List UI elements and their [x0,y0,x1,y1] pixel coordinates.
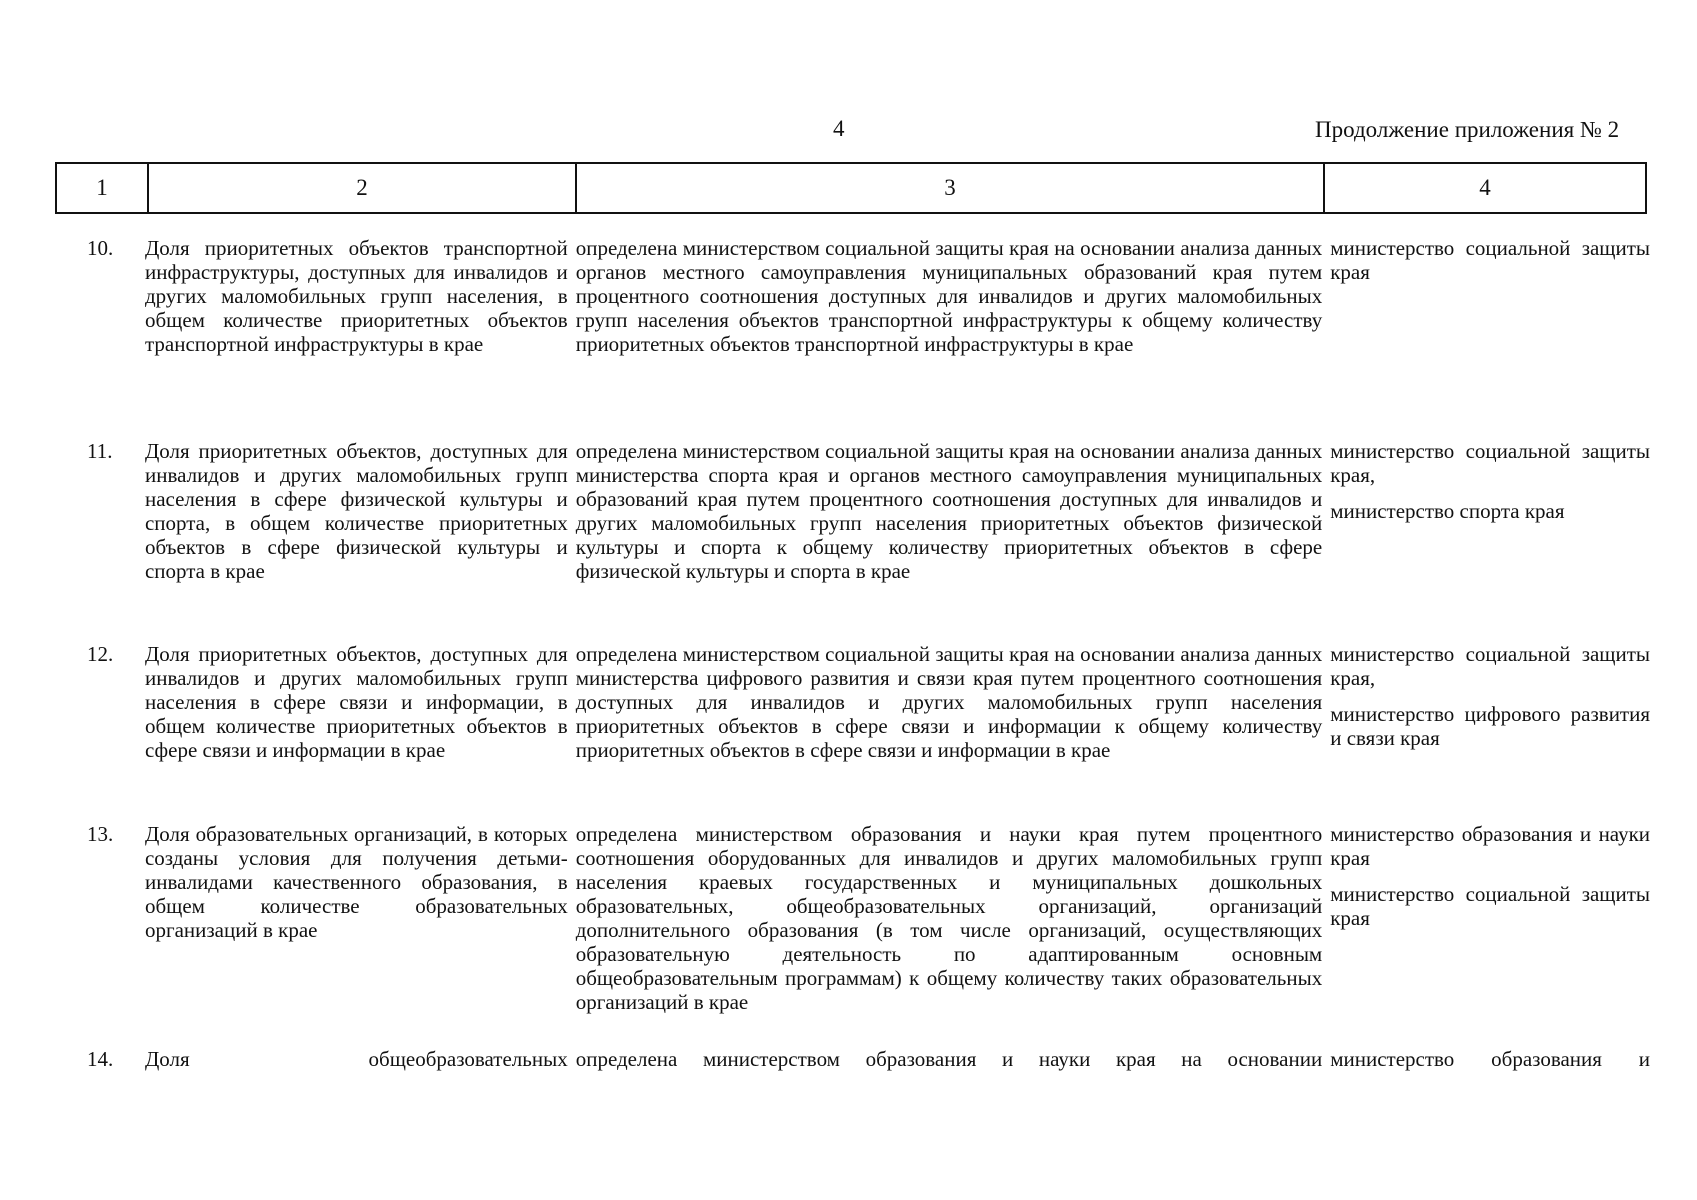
column-header-4: 4 [1323,164,1645,212]
calculation-method-text: определена министерством социальной защиты края на основании анализа данных министерства спорта края и органов местного самоуправления муниципальных образований края путем процентного соотношения доступных для инвалидов и других маломобильных групп населения приоритетных объектов физической культуры и спорта к общему количеству приоритетных объектов в сфере физической культуры и спорта в крае [575,439,1323,583]
indicator-text: Доля общеобразовательных [144,1047,568,1071]
indicator-text: Доля приоритетных объектов, доступных для инвалидов и других маломобильных групп населения в сфере физической культуры и спорта, в общем количестве приоритетных объектов в сфере физической культуры и спорта в крае [144,439,568,583]
responsible-body [1330,439,1650,583]
row-number: 14. [87,1047,114,1071]
responsible-line: министерство спорта края [1330,499,1565,523]
responsible-body [1330,236,1650,356]
table-header [55,162,1647,214]
responsible-body [1330,642,1650,762]
responsible-body [1330,822,1650,1014]
responsible-body [1330,1047,1650,1071]
continuation-label: Продолжение приложения № 2 [1315,117,1620,142]
responsible-line: министерство социальной защиты края [1330,882,1651,930]
column-header-1: 1 [96,175,108,200]
responsible-line: министерство образования и науки края [1330,822,1651,870]
column-header-2: 2 [147,164,575,212]
table-row [55,439,1650,583]
row-number: 10. [87,236,114,260]
calculation-method-text: определена министерством образования и науки края путем процентного соотношения оборудованных для инвалидов и других маломобильных групп населения краевых государственных и муниципальных дошкольных образовательных, общеобразовательных организаций, организаций дополнительного образования (в том числе организаций, осуществляющих образовательную деятельность по адаптированным основным общеобразовательным программам) к общему количеству таких образовательных организаций в крае [575,822,1323,1014]
calculation-method-text: определена министерством социальной защиты края на основании анализа данных министерства цифрового развития и связи края путем процентного соотношения доступных для инвалидов и других маломобильных групп населения приоритетных объектов в сфере связи и информации к общему количеству приоритетных объектов в сфере связи и информации в крае [575,642,1323,762]
responsible-line: министерство социальной защиты края [1330,236,1651,284]
table-row [55,642,1650,762]
calculation-method-text: определена министерством социальной защиты края на основании анализа данных органов местного самоуправления муниципальных образований края путем процентного соотношения доступных для инвалидов и других маломобильных групп населения объектов транспортной инфраструктуры к общему количеству приоритетных объектов транспортной инфраструктуры в крае [575,236,1323,356]
page-number: 4 [833,116,845,141]
row-number: 12. [87,642,114,666]
column-header-3: 3 [575,164,1323,212]
table-row [55,822,1650,1014]
table-row [55,236,1650,356]
calculation-method-text: определена министерством образования и науки края на основании [575,1047,1323,1071]
responsible-line: министерство социальной защиты края, [1330,439,1651,487]
row-number: 11. [87,439,113,463]
row-number: 13. [87,822,114,846]
responsible-line: министерство социальной защиты края, [1330,642,1651,690]
indicator-text: Доля приоритетных объектов транспортной инфраструктуры, доступных для инвалидов и других маломобильных групп населения, в общем количестве приоритетных объектов транспортной инфраструктуры в крае [144,236,568,356]
responsible-line: министерство образования и [1330,1047,1651,1071]
indicator-text: Доля приоритетных объектов, доступных для инвалидов и других маломобильных групп населения в сфере связи и информации, в общем количестве приоритетных объектов в сфере связи и информации в крае [144,642,568,762]
indicator-text: Доля образовательных организаций, в которых созданы условия для получения детьми-инвалидами качественного образования, в общем количестве образовательных организаций в крае [144,822,568,942]
table-row [55,1047,1650,1071]
responsible-line: министерство цифрового развития и связи края [1330,702,1651,750]
